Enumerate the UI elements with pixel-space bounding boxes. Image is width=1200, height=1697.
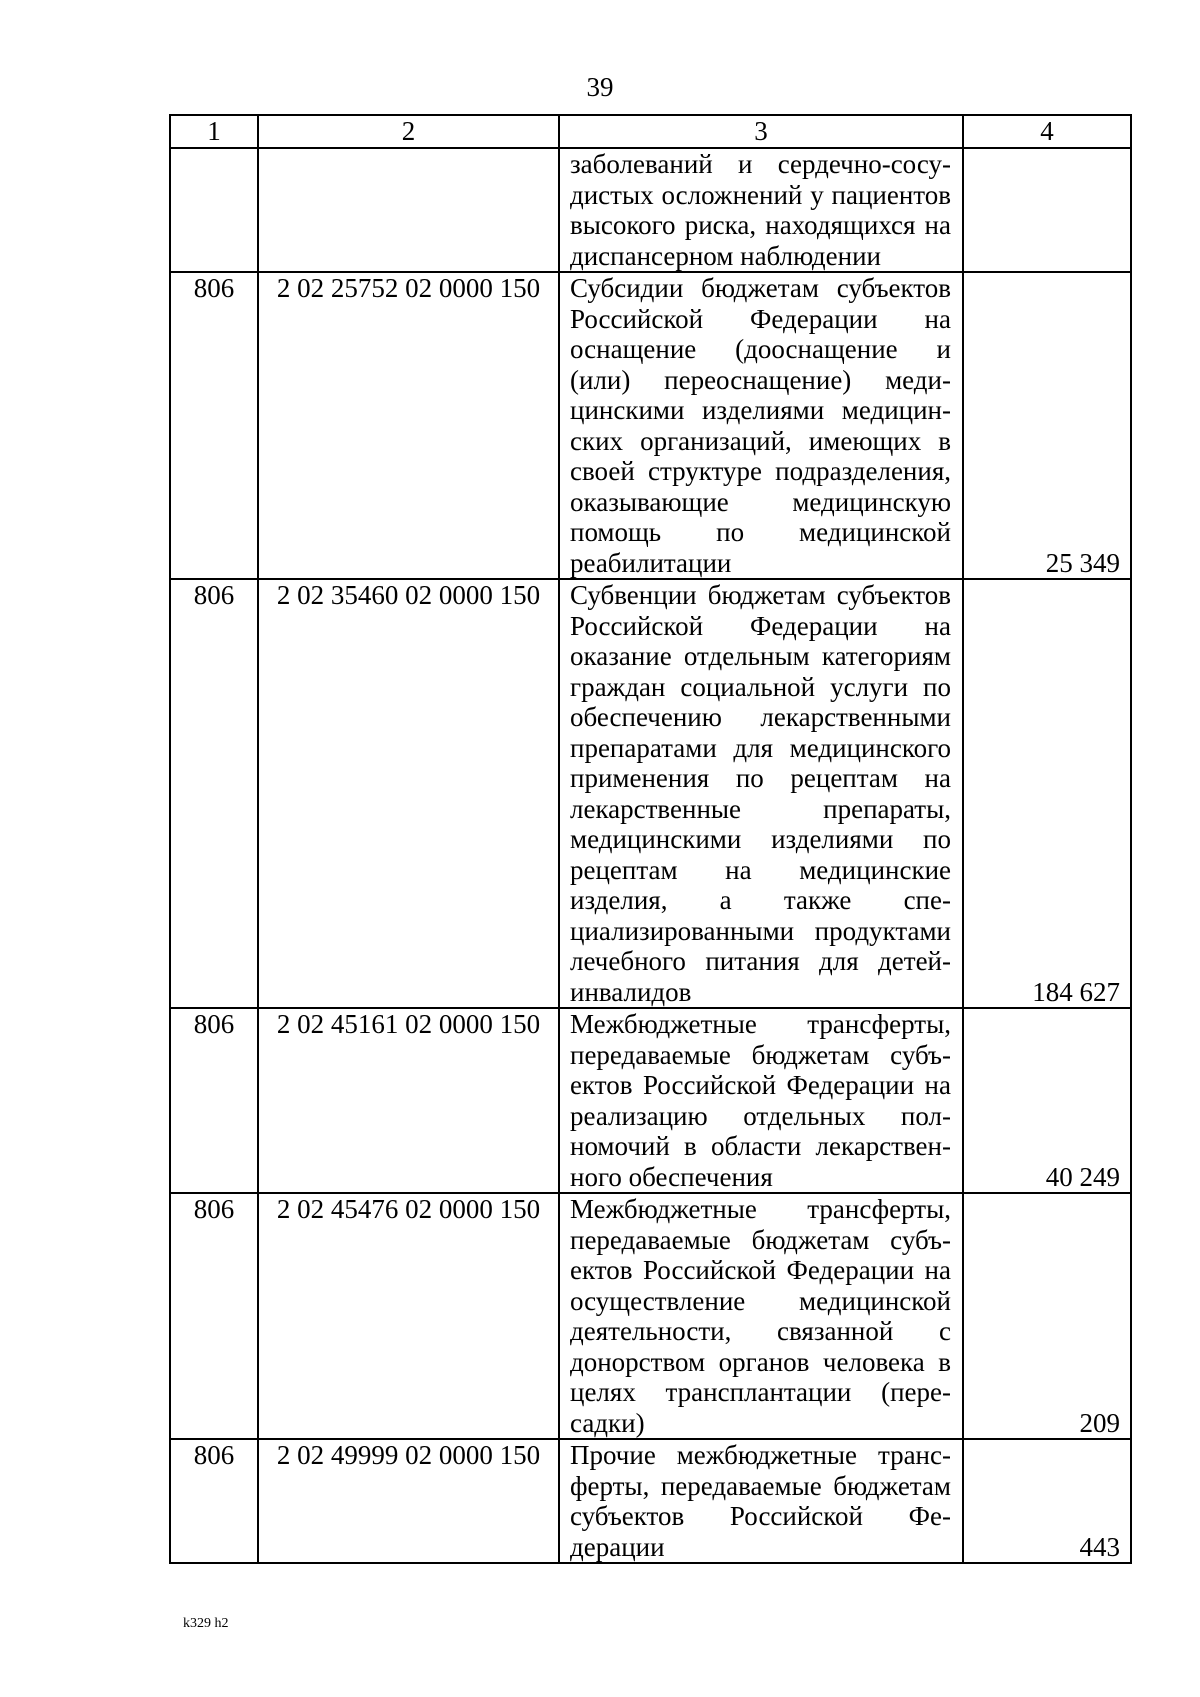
admin-code-cell: 806 [170,1193,258,1439]
description-cell: Межбюджетные трансферты, передаваемые бюджетам субъектов Российской Федерации на осуществление медицинской деятельности, связанной с донорством органов человека в целях трансплантации (пересадки) [559,1193,963,1439]
column-number-3: 3 [559,115,963,148]
revenue-code-cell: 2 02 45476 02 0000 150 [258,1193,559,1439]
amount-cell: 184 627 [963,579,1131,1008]
amount-cell: 40 249 [963,1008,1131,1193]
admin-code-cell: 806 [170,1439,258,1563]
budget-revenue-table [169,114,1132,1564]
table-row [170,579,1131,1008]
page-number: 39 [586,72,614,102]
revenue-code-cell: 2 02 45161 02 0000 150 [258,1008,559,1193]
table-row [170,272,1131,579]
revenue-code-cell: 2 02 35460 02 0000 150 [258,579,559,1008]
amount-cell: 25 349 [963,272,1131,579]
admin-code-cell: 806 [170,1008,258,1193]
amount-cell: 209 [963,1193,1131,1439]
description-cell: Субсидии бюджетам субъектов Российской Федерации на оснащение (дооснащение и (или) переоснащение) медицинскими изделиями медицинских организаций, имеющих в своей структуре подразделения, оказывающие медицинскую помощь по медицинской реабилитации [559,272,963,579]
table-row [170,1008,1131,1193]
column-number-1: 1 [170,115,258,148]
revenue-code-cell: 2 02 25752 02 0000 150 [258,272,559,579]
description-cell: Прочие межбюджетные трансферты, передаваемые бюджетам субъектов Российской Федерации [559,1439,963,1563]
table-row [170,1193,1131,1439]
description-cell: Субвенции бюджетам субъектов Российской Федерации на оказание отдельным категориям граждан социальной услуги по обеспечению лекарственными препаратами для медицинского применения по рецептам на лекарственные препараты, медицинскими изделиями по рецептам на медицинские изделия, а также специализированными продуктами лечебного питания для детей-инвалидов [559,579,963,1008]
column-number-4: 4 [963,115,1131,148]
amount-cell [963,148,1131,272]
admin-code-cell: 806 [170,272,258,579]
footer-document-code: k329 h2 [183,1616,229,1631]
column-number-2: 2 [258,115,559,148]
admin-code-cell: 806 [170,579,258,1008]
revenue-code-cell: 2 02 49999 02 0000 150 [258,1439,559,1563]
amount-cell: 443 [963,1439,1131,1563]
revenue-code-cell [258,148,559,272]
description-cell: Межбюджетные трансферты, передаваемые бюджетам субъектов Российской Федерации на реализацию отдельных полномочий в области лекарственного обеспечения [559,1008,963,1193]
admin-code-cell [170,148,258,272]
description-cell: заболеваний и сердечно-сосудистых осложнений у пациентов высокого риска, находящихся на диспансерном наблюдении [559,148,963,272]
table-row [170,148,1131,272]
table-header-row [170,115,1131,148]
table-row [170,1439,1131,1563]
